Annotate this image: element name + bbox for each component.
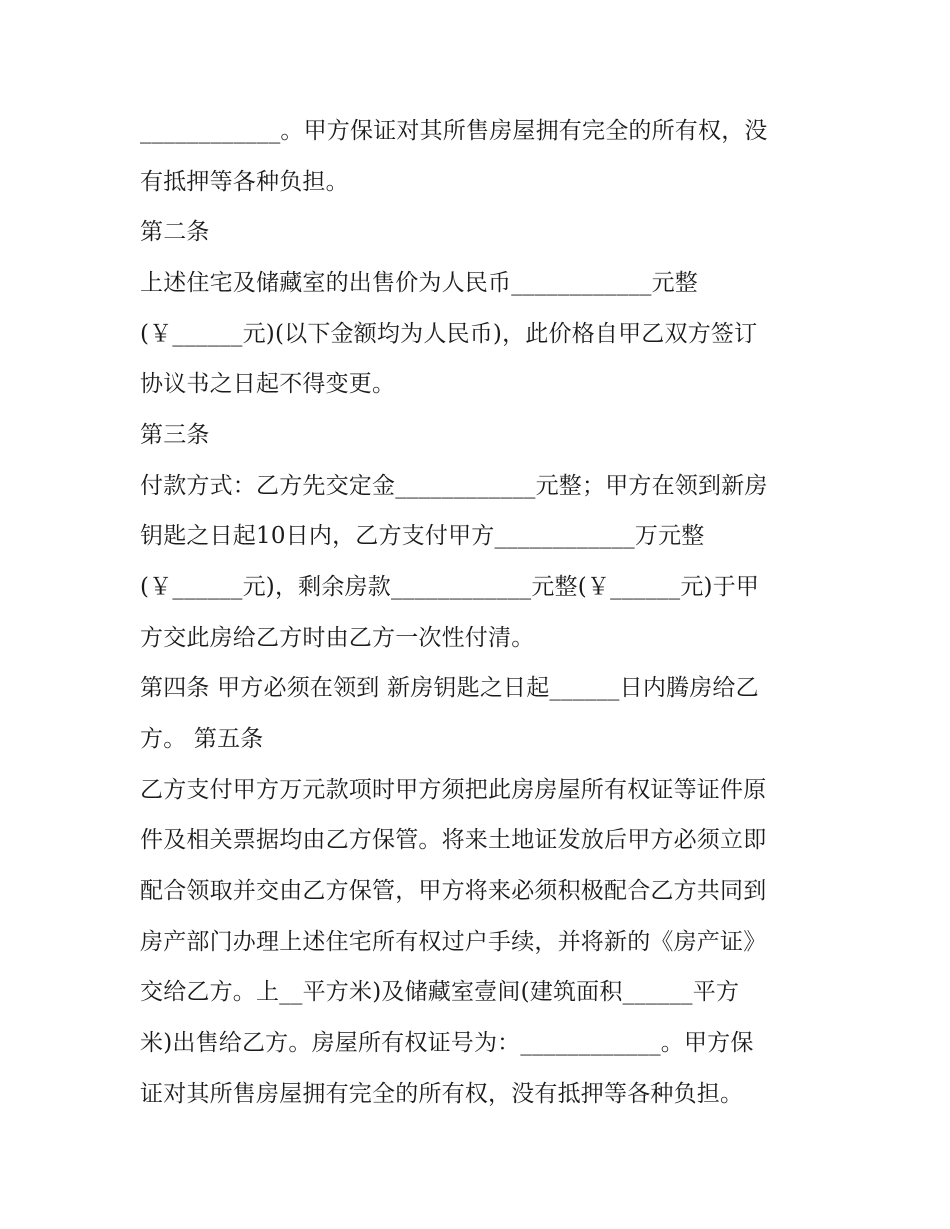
text-line: (￥______元)(以下金额均为人民币)，此价格自甲乙双方签订	[140, 321, 758, 347]
text-line: 钥匙之日起10日内，乙方支付甲方____________万元整	[140, 523, 705, 549]
section-heading: 第三条	[140, 422, 210, 448]
text-line: 方交此房给乙方时由乙方一次性付清。	[140, 625, 535, 651]
text-line: 方。 第五条	[140, 726, 264, 752]
text-line: 上述住宅及储藏室的出售价为人民币____________元整	[140, 270, 698, 296]
text-line: 乙方支付甲方万元款项时甲方须把此房房屋所有权证等证件原	[140, 777, 767, 803]
text-line: 有抵押等各种负担。	[140, 169, 349, 195]
text-line: 付款方式：乙方先交定金____________元整；甲方在领到新房	[140, 473, 768, 499]
text-line: 件及相关票据均由乙方保管。将来土地证发放后甲方必须立即	[140, 827, 767, 853]
text-line: 交给乙方。上__平方米)及储藏室壹间(建筑面积______平方	[140, 979, 740, 1005]
section-heading: 第二条	[140, 219, 210, 245]
text-line: 米)出售给乙方。房屋所有权证号为：____________。甲方保	[140, 1030, 754, 1056]
text-line: ____________。甲方保证对其所售房屋拥有完全的所有权，没	[140, 118, 768, 144]
text-line: 房产部门办理上述住宅所有权过户手续，并将新的《房产证》	[140, 929, 767, 955]
text-line: 第四条 甲方必须在领到 新房钥匙之日起______日内腾房给乙	[140, 675, 759, 701]
text-line: 协议书之日起不得变更。	[140, 371, 396, 397]
text-line: 配合领取并交由乙方保管，甲方将来必须积极配合乙方共同到	[140, 878, 767, 904]
text-line: 证对其所售房屋拥有完全的所有权，没有抵押等各种负担。	[140, 1081, 744, 1107]
text-line: (￥______元)，剩余房款____________元整(￥______元)于甲	[140, 574, 760, 600]
